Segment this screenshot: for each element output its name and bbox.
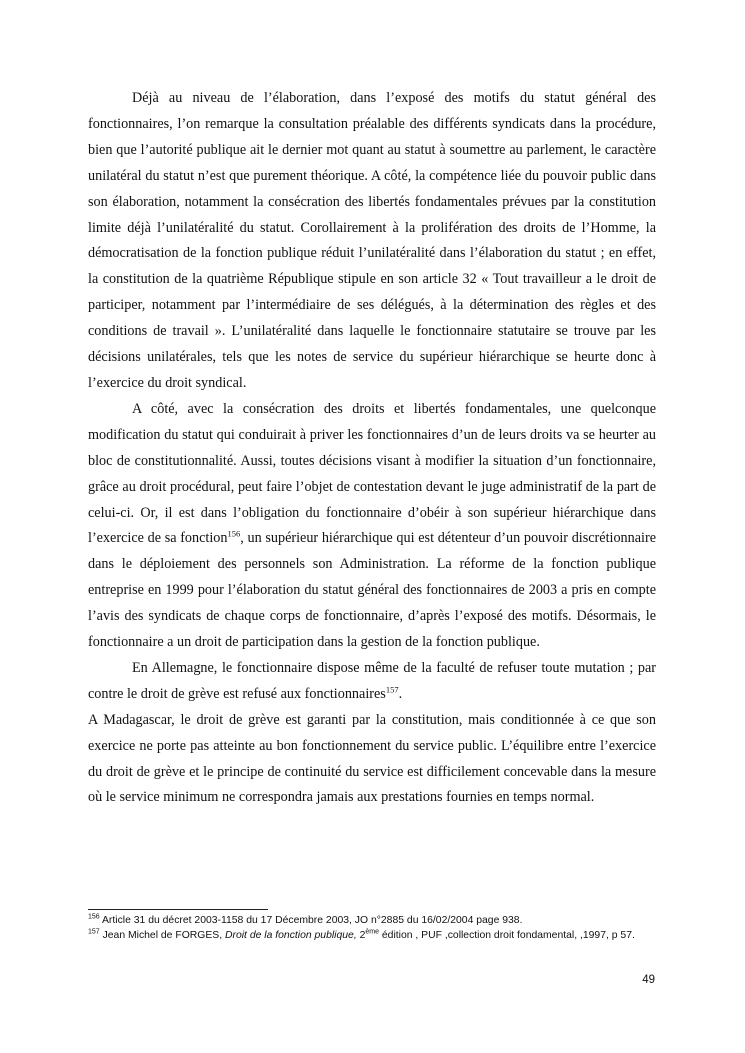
paragraph-2-part-b: , un supérieur hiérarchique qui est détenteur d’un pouvoir discrétionnaire dans le déploiement des personnels son Administration. La réforme de la fonction publique entreprise en 1999 pour l’élaboration du statut général des fonctionnaires de 2003 a pris en compte l’avis des syndicats de chaque corps de fonctionnaire, d’après l’exposé des motifs. Désormais, le fonctionnaire a un droit de participation dans la gestion de la fonction publique. xyxy=(88,530,656,651)
footnotes xyxy=(88,913,656,944)
page-number: 49 xyxy=(642,974,655,986)
paragraph-3 xyxy=(88,656,656,708)
footnote-157-rest: édition , PUF ,collection droit fondamental, ,1997, p 57. xyxy=(379,930,635,942)
footnote-157-number: 157 xyxy=(88,928,100,936)
paragraph-3-end: . xyxy=(398,685,403,702)
footnote-ref-156[interactable]: 156 xyxy=(227,528,241,539)
footnote-157-edition-suffix: ème xyxy=(365,928,379,936)
footnote-156-text: Article 31 du décret 2003-1158 du 17 Décembre 2003, JO n°2885 du 16/02/2004 page 938. xyxy=(99,915,523,926)
footnote-157-author: Jean Michel de FORGES, xyxy=(99,930,225,942)
footnote-ref-157[interactable]: 157 xyxy=(385,684,399,695)
footnote-separator xyxy=(88,909,268,910)
paragraph-1: Déjà au niveau de l’élaboration, dans l’exposé des motifs du statut général des fonctionnaires, l’on remarque la consultation préalable des différents syndicats dans la procédure, bien que l’autorité publique ait le dernier mot quant au statut à soumettre au parlement, le caractère unilatéral du statut n’est que purement théorique. A côté, la compétence liée du pouvoir public dans son élaboration, notamment la consécration des libertés fondamentales prévues par la constitution limite déjà l’unilatéralité du statut. Corollairement à la prolifération des droits de l’Homme, la démocratisation de la fonction publique réduit l’unilatéralité dans l’élaboration du statut ; en effet, la constitution de la quatrième République stipule en son article 32 « Tout travailleur a le droit de participer, notamment par l’intermédiaire de ses délégués, à la détermination des règles et des conditions de travail ». L’unilatéralité dans laquelle le fonctionnaire statutaire se trouve par les décisions unilatérales, tels que les notes de service du supérieur hiérarchique se heurte donc à l’exercice du droit syndical. xyxy=(88,90,656,391)
footnote-157-edition: 2 xyxy=(356,930,366,942)
footnote-156-number: 156 xyxy=(88,913,100,921)
paragraph-3-text: En Allemagne, le fonctionnaire dispose même de la faculté de refuser toute mutation ; par contre le droit de grève est refusé aux fonctionnaires xyxy=(88,659,656,702)
paragraph-4: A Madagascar, le droit de grève est garanti par la constitution, mais conditionnée à ce que son exercice ne porte pas atteinte au bon fonctionnement du service public. L’équilibre entre l’exercice du droit de grève et le principe de continuité du service est difficilement concevable dans la mesure où le service minimum ne correspondra jamais aux prestations fournies en temps normal. xyxy=(88,711,656,806)
paragraph-2 xyxy=(88,397,656,656)
footnote-157-title: Droit de la fonction publique, xyxy=(225,930,357,942)
paragraph-2-part-a: A côté, avec la consécration des droits et libertés fondamentales, une quelconque modification du statut qui conduirait à priver les fonctionnaires d’un de leurs droits va se heurter au bloc de constitutionnalité. Aussi, toutes décisions visant à modifier la situation d’un fonctionnaire, grâce au droit procédural, peut faire l’objet de contestation devant le juge administratif de la part de celui-ci. Or, il est dans l’obligation du fonctionnaire d’obéir à son supérieur hiérarchique dans l’exercice de sa fonction xyxy=(88,400,656,547)
document-body xyxy=(88,86,656,811)
footnote-156 xyxy=(88,913,656,928)
footnote-157 xyxy=(88,928,656,943)
